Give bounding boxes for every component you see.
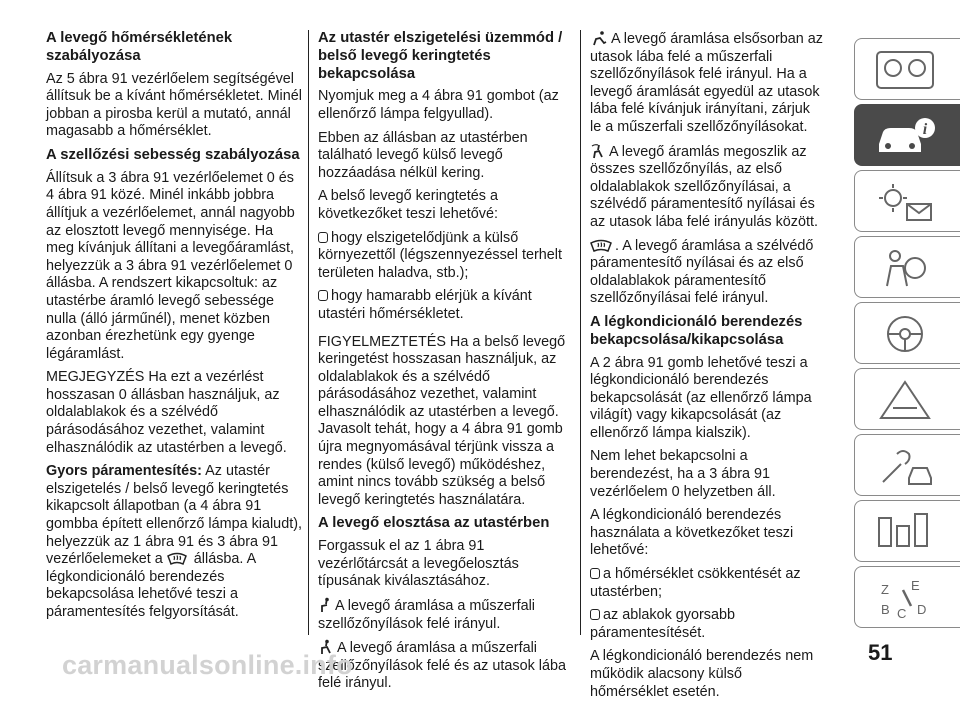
bullet-icon (590, 568, 600, 579)
feet-vent-icon (590, 30, 608, 46)
text: A levegő áramlása a műszerfali szellőzőnyílások felé irányul. (318, 598, 535, 632)
bullet-icon (318, 232, 328, 243)
paragraph: A belső levegő keringtetés a következőket teszi lehetővé: (318, 188, 499, 222)
paragraph: Nem lehet bekapcsolni a berendezést, ha a 3 ábra 91 vezérlőelem 0 helyzetben áll. (590, 448, 776, 500)
emergency-triangle-icon (873, 378, 937, 422)
quick-defrost-paragraph (46, 463, 302, 621)
wrench-car-icon (873, 444, 937, 488)
text: A levegő áramlása a műszerfali szellőzőnyílások felé és az utasok lába felé irányul. (318, 640, 566, 692)
svg-text:i: i (922, 121, 928, 138)
paragraph: Forgassuk el az 1 ábra 91 vezérlőtárcsát a levegőelosztás típusának kiválasztásához. (318, 538, 519, 590)
steering-wheel-icon (873, 312, 937, 356)
quick-defrost-label: Gyors páramentesítés: (46, 463, 202, 480)
alphabetical-index-icon (873, 576, 937, 620)
airbag-icon (873, 246, 937, 290)
svg-text:E: E (911, 578, 920, 593)
text: A levegő áramlás megoszlik az összes szellőzőnyílás, az első oldalablakok szellőzőnyílásai, a szélvédő páramentesítő nyílásai és az utasok lába felé irányulás között. (590, 143, 818, 230)
windscreen-defrost-icon (167, 552, 187, 566)
car-info-icon (873, 114, 937, 158)
column-1 (46, 30, 302, 628)
note-paragraph: MEGJEGYZÉS Ha ezt a vezérlést hosszasan 0 állásban használjuk, az oldalablakok és a szélvédő párásodásához vezethet, valamint elhasználódik az utastérben a levegő. (46, 369, 287, 456)
tab-safety[interactable] (854, 236, 960, 298)
distribution-item (590, 30, 824, 137)
tab-knowing-car[interactable] (854, 104, 960, 166)
page-number: 51 (868, 640, 893, 665)
warning-paragraph: FIGYELMEZTETÉS Ha a belső levegő keringetést hosszasan használjuk, az oldalablakok és a szélvédő párásodásához vezethet, valamint elhasználódik az utastérben a levegő. Javasolt tehát, hogy a 4 ábra 91 gomb újra megnyomásával térjünk vissza a rendes (külső levegő) működéshez, amint nincs tovább szükség a belső levegő keringtetés használatára. (318, 333, 566, 508)
paragraph: A 2 ábra 91 gomb lehetővé teszi a légkondicionáló berendezés bekapcsolását (az ellenőrző lámpa világít) vagy kikapcsolását (az ellenőrző lámpa kialszik). (590, 354, 812, 441)
bullet-icon (318, 290, 328, 301)
paragraph: Az 5 ábra 91 vezérlőelem segítségével állítsuk be a kívánt hőmérsékletet. Minél jobban a pirosba kerül a mutató, annál magasabb a hőmérséklet. (46, 70, 302, 140)
warning-lights-icon (873, 180, 937, 224)
face-vent-icon (318, 597, 332, 613)
text: állásba. A légkondicionáló berendezés bekapcsolása lehetővé teszi a páramentesítés felgyorsítását. (46, 551, 256, 621)
heading-recirculation: Az utastér elszigetelési üzemmód / belső levegő keringtetés bekapcsolása (318, 30, 563, 82)
distribution-item (318, 597, 574, 633)
heading-fan-speed: A szellőzési sebesség szabályozása (46, 146, 300, 163)
windscreen-defrost-icon (590, 239, 612, 253)
text: A levegő áramlása elsősorban az utasok lába felé a műszerfali szellőzőnyílások felé irányul. Ha a levegő áramlását egyedül az utasok lába felé kívánjuk irányítani, zárjuk le a műszerfali szellőzőnyílásokat. (590, 31, 823, 135)
svg-text:Z: Z (881, 582, 889, 597)
svg-text:C: C (897, 606, 907, 620)
column-3 (590, 30, 824, 707)
paragraph: A légkondicionáló berendezés nem működik alacsony külső hőmérséklet esetén. (590, 648, 814, 700)
technical-data-icon (873, 510, 937, 554)
paragraph: Nyomjuk meg a 4 ábra 91 gombot (az ellenőrző lámpa felgyullad). (318, 88, 559, 122)
tab-emergency[interactable] (854, 368, 960, 430)
distribution-item (318, 639, 574, 693)
distribution-item (590, 143, 824, 232)
tab-starting-driving[interactable] (854, 302, 960, 364)
list-item (318, 230, 574, 283)
list-item-text: hogy elszigetelődjünk a külső környezettől (légszennyezéssel terhelt területen haladva, stb.); (318, 229, 562, 281)
paragraph: A légkondicionáló berendezés használata a következőket teszi lehetővé: (590, 507, 794, 559)
svg-text:B: B (881, 602, 890, 617)
svg-text:D: D (917, 602, 927, 617)
heading-air-distribution: A levegő elosztása az utastérben (318, 515, 550, 532)
tab-technical-data[interactable] (854, 500, 960, 562)
column-divider (308, 30, 309, 635)
bullet-icon (590, 609, 600, 620)
tab-maintenance[interactable] (854, 434, 960, 496)
text: Az utastér elszigetelés / belső levegő keringtetés kikapcsolt állapotban (a 4 ábra 91 gombba épített ellenőrző lámpa kialudt), helyezzük az 1 ábra 91 és 3 ábra 91 vezérlőelemeket a (46, 463, 302, 568)
list-item-text: a hőmérséklet csökkentését az utastérben; (590, 566, 801, 600)
column-divider (580, 30, 581, 635)
paragraph: Ebben az állásban az utastérben található levegő külső levegő hozzáadása nélkül kering. (318, 129, 528, 181)
distribution-item (590, 238, 824, 308)
text: . A levegő áramlása a szélvédő páramentesítő nyílásai és az első oldalablakok páramentesítő szellőzőnyílásai felé irányul. (590, 237, 814, 307)
list-item-text: hogy hamarabb elérjük a kívánt utastéri hőmérsékletet. (318, 288, 532, 322)
watermark: carmanualsonline.info (62, 650, 353, 680)
list-item (590, 607, 824, 642)
tab-dashboard[interactable] (854, 38, 960, 100)
feet-defrost-vent-icon (590, 143, 606, 159)
dashboard-icon (873, 48, 937, 92)
tab-index[interactable] (854, 566, 960, 628)
heading-temperature: A levegő hőmérsékletének szabályozása (46, 30, 233, 64)
heading-air-conditioning: A légkondicionáló berendezés bekapcsolása/kikapcsolása (590, 313, 803, 348)
list-item-text: az ablakok gyorsabb páramentesítését. (590, 607, 735, 641)
tab-warning-lights[interactable] (854, 170, 960, 232)
column-2 (318, 30, 574, 699)
list-item (318, 288, 574, 323)
paragraph: Állítsuk a 3 ábra 91 vezérlőelemet 0 és 4 ábra 91 közé. Minél inkább jobbra állítjuk a vezérlőelemet, annál nagyobb az elosztott levegő mennyisége. Ha meg kívánjuk állítani a levegőáramlást, helyezzük a 3 ábra 91 vezérlőelemet 0 állásba. A rendszert kikapcsoltuk: az utastérbe áramló levegő sebessége nulla (álló járműnél), menet közben azonban érezhetünk egy gyenge légáramlást. (46, 169, 295, 362)
list-item (590, 566, 824, 601)
